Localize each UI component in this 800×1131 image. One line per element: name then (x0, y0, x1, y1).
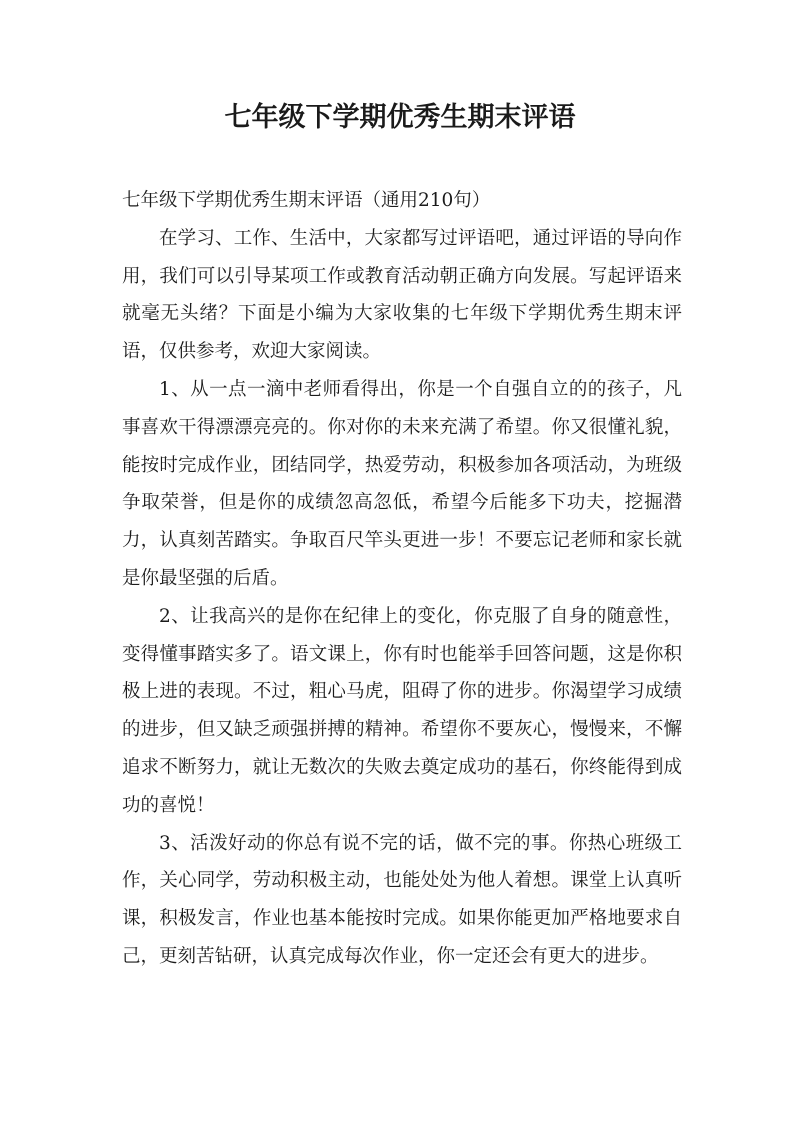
comment-item-3: 3、活泼好动的你总有说不完的话，做不完的事。你热心班级工作，关心同学，劳动积极主动，也能处处为他人着想。课堂上认真听课，积极发言，作业也基本能按时完成。如果你能更加严格地要求自己，更刻苦钻研，认真完成每次作业，你一定还会有更大的进步。 (122, 832, 682, 967)
document-subtitle: 七年级下学期优秀生期末评语（通用210句） (122, 190, 491, 211)
comment-item-2: 2、让我高兴的是你在纪律上的变化，你克服了自身的随意性，变得懂事踏实多了。语文课上，你有时也能举手回答问题，这是你积极上进的表现。不过，粗心马虎，阻碍了你的进步。你渴望学习成绩的进步，但又缺乏顽强拼搏的精神。希望你不要灰心，慢慢来，不懈追求不断努力，就让无数次的失败去奠定成功的基石，你终能得到成功的喜悦！ (122, 605, 682, 816)
intro-paragraph: 在学习、工作、生活中，大家都写过评语吧，通过评语的导向作用，我们可以引导某项工作或教育活动朝正确方向发展。写起评语来就毫无头绪？下面是小编为大家收集的七年级下学期优秀生期末评语，仅供参考，欢迎大家阅读。 (122, 227, 682, 363)
comment-item-1: 1、从一点一滴中老师看得出，你是一个自强自立的的孩子，凡事喜欢干得漂漂亮亮的。你对你的未来充满了希望。你又很懂礼貌，能按时完成作业，团结同学，热爱劳动，积极参加各项活动，为班级争取荣誉，但是你的成绩忽高忽低，希望今后能多下功夫，挖掘潜力，认真刻苦踏实。争取百尺竿头更进一步！不要忘记老师和家长就是你最坚强的后盾。 (122, 378, 682, 589)
document-body (122, 182, 682, 976)
document-title: 七年级下学期优秀生期末评语 (224, 102, 576, 133)
